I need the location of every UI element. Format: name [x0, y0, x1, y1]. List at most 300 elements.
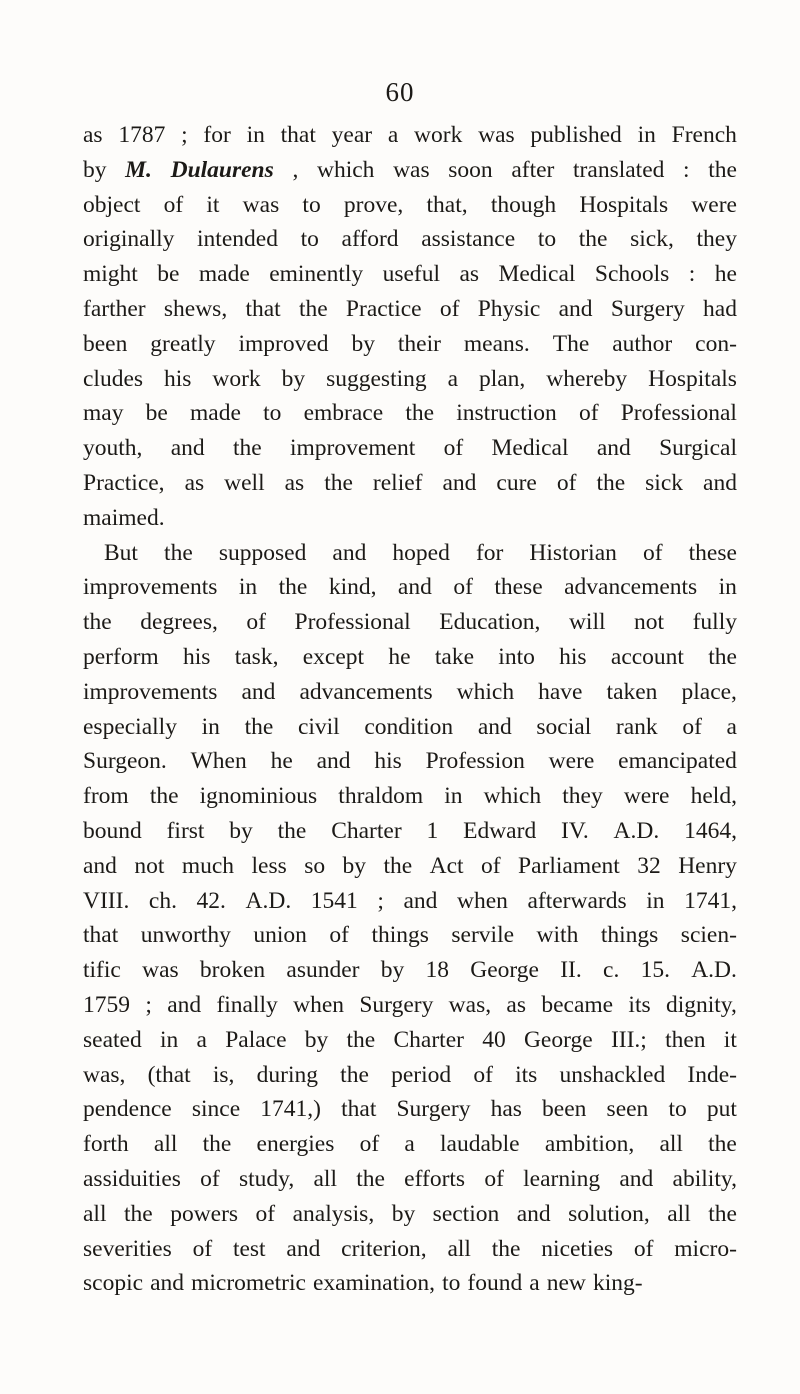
word: Edward: [463, 817, 537, 844]
word: 32: [637, 852, 661, 879]
word: things: [600, 922, 659, 949]
word: of: [200, 1165, 220, 1192]
word: When: [190, 748, 247, 775]
word: to: [300, 226, 319, 253]
text-line: [83, 1232, 737, 1267]
word: by: [304, 1026, 329, 1053]
word: held,: [690, 783, 737, 810]
word: things: [371, 922, 429, 949]
word: forth: [83, 1131, 129, 1158]
word: in: [444, 783, 463, 810]
italic-word: M.: [125, 156, 152, 183]
word: But: [104, 539, 138, 566]
word: micro-: [674, 1235, 737, 1262]
word: a: [387, 122, 399, 148]
word: to: [668, 1096, 687, 1123]
word: as: [284, 469, 305, 496]
word: Medical: [498, 261, 576, 288]
word: was: [478, 122, 515, 148]
word: section: [432, 1200, 500, 1227]
word: and: [170, 435, 205, 462]
word: of: [246, 609, 266, 636]
word: cure: [496, 469, 537, 496]
word: since: [191, 1096, 241, 1123]
word: when: [456, 887, 508, 914]
word: farther: [83, 295, 146, 322]
word: Practice: [345, 295, 422, 322]
word: Practice,: [83, 469, 165, 496]
word: Surgery: [359, 991, 434, 1018]
word: work: [212, 365, 261, 392]
word: laudable: [440, 1131, 520, 1158]
word: condition: [364, 713, 454, 740]
word: after: [511, 156, 555, 183]
word: Schools: [594, 261, 670, 288]
word: he: [714, 261, 737, 288]
word: Hospitals: [579, 191, 669, 218]
word: the: [405, 400, 435, 427]
word: advancements: [299, 678, 433, 705]
word: that: [280, 122, 316, 148]
text-line: [83, 431, 737, 466]
word: of: [481, 852, 501, 879]
word: put: [706, 1096, 737, 1123]
word: improvements: [83, 678, 218, 705]
word: ch.: [148, 887, 177, 914]
word: taken: [606, 678, 658, 705]
word: his: [559, 643, 587, 670]
text-line: [83, 501, 737, 536]
word: and: [241, 678, 276, 705]
word: the: [356, 1165, 385, 1192]
word: to: [302, 191, 321, 218]
word: Education,: [439, 609, 541, 636]
word: ambition,: [544, 1131, 635, 1158]
word: except: [302, 643, 365, 670]
word: efforts: [404, 1165, 466, 1192]
word: ;: [377, 887, 384, 914]
text-line: [83, 779, 737, 814]
word: the: [324, 469, 353, 496]
word: they: [562, 783, 603, 810]
word: it: [723, 1026, 737, 1053]
body-text: [83, 118, 737, 1301]
word: of: [578, 400, 599, 427]
word: their: [397, 330, 441, 357]
word: youth,: [83, 435, 143, 462]
word: ;: [181, 122, 188, 148]
word: in: [201, 713, 220, 740]
text-line: [83, 466, 737, 501]
word: unshackled: [559, 1061, 666, 1088]
word: they: [696, 226, 737, 253]
word: by: [229, 817, 253, 844]
text-line: [83, 918, 737, 953]
word: Henry: [678, 852, 737, 879]
word: 42.: [196, 887, 226, 914]
word: energies: [256, 1131, 335, 1158]
word: have: [538, 678, 583, 705]
word: which: [483, 783, 542, 810]
word: well: [224, 469, 265, 496]
word: its: [515, 1061, 538, 1088]
word: had: [703, 295, 737, 322]
word: instruction: [456, 400, 557, 427]
text-line: [83, 988, 737, 1023]
word: scien-: [680, 922, 737, 949]
word: of: [473, 1061, 493, 1088]
word: during: [256, 1061, 318, 1088]
word: the: [708, 156, 737, 183]
word: and: [516, 1200, 551, 1227]
word: examination,: [312, 1270, 436, 1297]
word: and: [332, 539, 367, 566]
italic-word: Dulaurens: [170, 156, 274, 183]
word: the: [164, 539, 193, 566]
word: Surgeon.: [83, 748, 167, 775]
word: whereby: [546, 365, 628, 392]
word: might: [83, 261, 138, 288]
word: not: [134, 852, 165, 879]
word: soon: [448, 156, 493, 183]
word: author: [612, 330, 673, 357]
word: the: [708, 1131, 737, 1158]
word: the: [578, 226, 608, 253]
word: kind,: [328, 574, 377, 601]
word: in: [718, 574, 737, 601]
word: for: [475, 539, 504, 566]
word: a: [726, 713, 737, 740]
word: he: [270, 748, 293, 775]
word: all: [313, 1165, 337, 1192]
word: was: [142, 957, 179, 984]
word: in: [246, 122, 265, 148]
word: take: [434, 643, 474, 670]
word: of: [359, 1131, 380, 1158]
word: scopic: [83, 1270, 144, 1297]
word: a: [404, 1131, 415, 1158]
word: Historian: [529, 539, 617, 566]
word: these: [688, 539, 737, 566]
word: of: [484, 1165, 504, 1192]
word: less: [251, 852, 287, 879]
text-line: [83, 257, 737, 292]
word: broken: [199, 957, 266, 984]
word: was: [393, 156, 430, 183]
word: all: [667, 1200, 691, 1227]
word: of: [556, 469, 577, 496]
word: as: [506, 991, 526, 1018]
word: all: [659, 1131, 683, 1158]
word: VIII.: [83, 887, 130, 914]
word: ;: [145, 991, 152, 1018]
word: Act: [429, 852, 464, 879]
word: found: [467, 1270, 523, 1297]
word: Professional: [620, 400, 737, 427]
word: suggesting: [326, 365, 427, 392]
word: been: [542, 1096, 587, 1123]
word: unworthy: [140, 922, 231, 949]
word: then: [665, 1026, 706, 1053]
word: test: [232, 1235, 266, 1262]
word: powers: [170, 1200, 239, 1227]
word: French: [671, 122, 737, 148]
word: Physic: [477, 295, 541, 322]
text-line: [83, 1197, 737, 1232]
word: bound: [83, 817, 142, 844]
word: A.D.: [613, 817, 660, 844]
word: was: [242, 191, 280, 218]
word: that,: [426, 191, 468, 218]
word: the: [383, 852, 413, 879]
text-line: [83, 675, 737, 710]
word: for: [203, 122, 231, 148]
word: social: [536, 713, 592, 740]
word: of: [453, 574, 473, 601]
word: embrace: [303, 400, 384, 427]
text-line: [83, 849, 737, 884]
word: that: [83, 922, 119, 949]
word: the: [232, 435, 262, 462]
word: the: [708, 643, 737, 670]
word: to: [442, 1270, 461, 1297]
word: originally: [83, 226, 175, 253]
word: cludes: [83, 365, 144, 392]
text-line: [83, 188, 737, 223]
word: study,: [238, 1165, 295, 1192]
text-line: [83, 1058, 737, 1093]
word: improvements: [83, 574, 218, 601]
word: Charter: [331, 817, 402, 844]
word: 1541: [310, 887, 358, 914]
word: 1: [426, 817, 439, 844]
word: degrees,: [140, 609, 218, 636]
word: union: [253, 922, 307, 949]
word: III.;: [610, 1026, 647, 1053]
word: Inde-: [687, 1061, 737, 1088]
word: sick,: [630, 226, 674, 253]
word: by: [351, 330, 375, 357]
word: II.: [560, 957, 582, 984]
word: as: [184, 469, 205, 496]
word: the: [149, 783, 179, 810]
word: 1759: [83, 991, 130, 1018]
word: the: [491, 1235, 521, 1262]
text-line: [83, 640, 737, 675]
word: new: [546, 1270, 586, 1297]
word: thraldom: [338, 783, 424, 810]
word: that: [341, 1096, 377, 1123]
word: :: [683, 156, 690, 183]
word: niceties: [541, 1235, 614, 1262]
word: is,: [212, 1061, 235, 1088]
word: pendence: [83, 1096, 172, 1123]
word: the: [298, 295, 328, 322]
word: of: [443, 435, 464, 462]
word: plan,: [478, 365, 526, 392]
word: Surgery: [610, 295, 685, 322]
word: afford: [341, 226, 399, 253]
text-line: [83, 1127, 737, 1162]
word: of: [633, 1235, 654, 1262]
word: learning: [523, 1165, 601, 1192]
word: analysis,: [292, 1200, 375, 1227]
word: intended: [197, 226, 278, 253]
word: micrometric: [191, 1270, 306, 1297]
word: the: [596, 469, 626, 496]
word: all: [153, 1131, 178, 1158]
word: afterwards: [527, 887, 627, 914]
word: task,: [234, 643, 279, 670]
text-line: [83, 1092, 737, 1127]
word: in: [646, 887, 665, 914]
word: and: [703, 469, 737, 496]
word: the: [123, 1200, 153, 1227]
word: a: [529, 1270, 540, 1297]
word: and: [442, 469, 477, 496]
word: and: [150, 1270, 185, 1297]
word: with: [536, 922, 579, 949]
word: Profession: [425, 748, 525, 775]
text-line: [83, 1162, 737, 1197]
word: and: [596, 435, 631, 462]
word: relief: [372, 469, 423, 496]
word: hoped: [392, 539, 450, 566]
text-line: [83, 536, 737, 571]
word: of: [329, 922, 349, 949]
word: shews,: [163, 295, 228, 322]
word: all: [83, 1200, 107, 1227]
word: assiduities: [83, 1165, 181, 1192]
word: of: [192, 1235, 213, 1262]
word: means.: [463, 330, 530, 357]
word: the: [708, 1200, 737, 1227]
word: useful: [382, 261, 441, 288]
word: fully: [692, 609, 737, 636]
text-line: [83, 605, 737, 640]
word: finally: [216, 991, 278, 1018]
word: made: [190, 400, 241, 427]
word: of: [255, 1200, 276, 1227]
word: be: [145, 400, 168, 427]
word: the: [83, 609, 112, 636]
word: so: [304, 852, 326, 879]
word: eminently: [269, 261, 364, 288]
word: especially: [83, 713, 177, 740]
word: maimed.: [83, 504, 165, 531]
word: the: [340, 1061, 369, 1088]
word: 15.: [640, 957, 670, 984]
word: account: [610, 643, 684, 670]
word: and: [286, 1235, 321, 1262]
word: to: [537, 226, 557, 253]
word: and: [558, 295, 593, 322]
word: 40: [482, 1026, 506, 1053]
word: and: [316, 748, 351, 775]
word: Charter: [393, 1026, 464, 1053]
word: though: [490, 191, 557, 218]
word: solution,: [568, 1200, 650, 1227]
word: The: [552, 330, 590, 357]
word: Surgery: [396, 1096, 471, 1123]
word: year: [331, 122, 373, 148]
word: and: [167, 991, 202, 1018]
word: its: [628, 991, 651, 1018]
word: may: [83, 400, 124, 427]
word: the: [278, 574, 308, 601]
word: improved: [238, 330, 329, 357]
word: dignity,: [665, 991, 737, 1018]
word: Medical: [491, 435, 569, 462]
word: servile: [451, 922, 515, 949]
word: was,: [83, 1061, 126, 1088]
word: severities: [83, 1235, 172, 1262]
word: of: [163, 191, 184, 218]
word: which: [456, 678, 515, 705]
word: 1741,: [684, 887, 737, 914]
word: his: [182, 643, 211, 670]
word: tific: [83, 957, 121, 984]
text-line: [83, 710, 737, 745]
word: much: [181, 852, 235, 879]
word: been: [83, 330, 128, 357]
word: in: [238, 574, 258, 601]
word: was,: [448, 991, 492, 1018]
word: asunder: [286, 957, 360, 984]
word: A.D.: [691, 957, 737, 984]
word: a: [196, 1026, 207, 1053]
word: as: [83, 122, 103, 148]
word: that: [245, 295, 281, 322]
text-line: [83, 396, 737, 431]
word: by: [281, 365, 306, 392]
word: by: [380, 957, 405, 984]
word: became: [541, 991, 614, 1018]
word: Hospitals: [648, 365, 737, 392]
word: prove,: [343, 191, 404, 218]
word: were: [691, 191, 737, 218]
text-line: [83, 744, 737, 779]
word: ,: [292, 156, 299, 183]
word: and: [477, 713, 512, 740]
word: c.: [603, 957, 620, 984]
word: Palace: [225, 1026, 287, 1053]
word: were: [623, 783, 670, 810]
word: place,: [681, 678, 737, 705]
word: to: [263, 400, 282, 427]
word: when: [293, 991, 345, 1018]
word: in: [637, 122, 656, 148]
word: and: [403, 887, 438, 914]
word: George: [470, 957, 539, 984]
word: a: [447, 365, 459, 392]
text-line: [83, 884, 737, 919]
word: it: [206, 191, 220, 218]
word: seated: [83, 1026, 142, 1053]
word: not: [634, 609, 665, 636]
word: these: [494, 574, 543, 601]
word: his: [374, 748, 402, 775]
word: king-: [592, 1270, 643, 1297]
word: 1787: [118, 122, 166, 148]
word: into: [498, 643, 535, 670]
word: period: [391, 1061, 452, 1088]
word: will: [568, 609, 606, 636]
word: A.D.: [245, 887, 292, 914]
word: emancipated: [618, 748, 737, 775]
word: in: [159, 1026, 179, 1053]
word: IV.: [561, 817, 589, 844]
